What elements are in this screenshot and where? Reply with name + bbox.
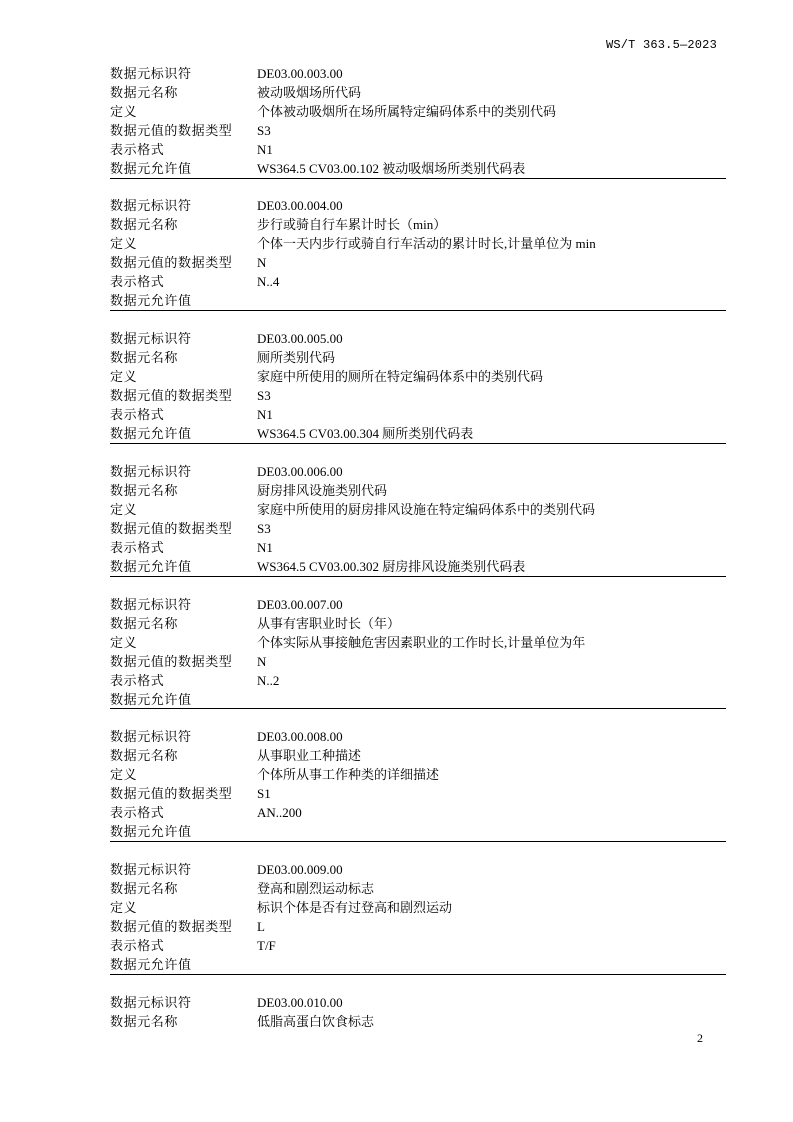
definition-label: 定义 bbox=[110, 635, 138, 650]
name-label: 数据元名称 bbox=[110, 350, 179, 365]
identifier-value: DE03.00.003.00 bbox=[257, 66, 343, 81]
name-label: 数据元名称 bbox=[110, 217, 179, 232]
data-element-entry bbox=[110, 329, 726, 443]
data-type-value: N bbox=[257, 255, 267, 270]
data-element-entry bbox=[110, 727, 726, 841]
definition-label: 定义 bbox=[110, 369, 138, 384]
format-value: N1 bbox=[257, 142, 273, 157]
name-value: 厕所类别代码 bbox=[257, 350, 336, 365]
data-element-entry bbox=[110, 64, 726, 178]
allowed-values-label: 数据元允许值 bbox=[110, 426, 192, 441]
definition-value: 个体所从事工作种类的详细描述 bbox=[257, 767, 440, 782]
identifier-value: DE03.00.007.00 bbox=[257, 597, 343, 612]
allowed-values-label: 数据元允许值 bbox=[110, 161, 192, 176]
data-type-value: S3 bbox=[257, 123, 271, 138]
name-value: 厨房排风设施类别代码 bbox=[257, 483, 388, 498]
allowed-values-value: WS364.5 CV03.00.102 被动吸烟场所类别代码表 bbox=[257, 161, 526, 176]
definition-value: 个体一天内步行或骑自行车活动的累计时长,计量单位为 min bbox=[257, 236, 596, 251]
definition-label: 定义 bbox=[110, 236, 138, 251]
allowed-values-label: 数据元允许值 bbox=[110, 559, 192, 574]
format-value: N..2 bbox=[257, 673, 280, 688]
data-element-entry bbox=[110, 462, 726, 576]
identifier-value: DE03.00.004.00 bbox=[257, 198, 343, 213]
format-value: N..4 bbox=[257, 274, 280, 289]
name-value: 被动吸烟场所代码 bbox=[257, 85, 362, 100]
allowed-values-label: 数据元允许值 bbox=[110, 293, 192, 308]
definition-value: 个体被动吸烟所在场所属特定编码体系中的类别代码 bbox=[257, 104, 557, 119]
data-element-entry bbox=[110, 595, 726, 709]
format-label: 表示格式 bbox=[110, 938, 165, 953]
name-value: 登高和剧烈运动标志 bbox=[257, 881, 375, 896]
format-label: 表示格式 bbox=[110, 142, 165, 157]
allowed-values-value bbox=[257, 822, 726, 841]
data-type-value: S3 bbox=[257, 388, 271, 403]
entry-divider bbox=[110, 974, 726, 975]
allowed-values-value bbox=[257, 955, 726, 974]
definition-label: 定义 bbox=[110, 502, 138, 517]
format-value: N1 bbox=[257, 407, 273, 422]
entry-divider bbox=[110, 310, 726, 311]
definition-label: 定义 bbox=[110, 104, 138, 119]
name-label: 数据元名称 bbox=[110, 1014, 179, 1029]
data-type-value: S1 bbox=[257, 786, 271, 801]
allowed-values-value: WS364.5 CV03.00.302 厨房排风设施类别代码表 bbox=[257, 559, 526, 574]
data-type-label: 数据元值的数据类型 bbox=[110, 919, 233, 934]
data-type-value: S3 bbox=[257, 521, 271, 536]
name-value: 从事有害职业时长（年） bbox=[257, 616, 401, 631]
entry-divider bbox=[110, 178, 726, 179]
name-label: 数据元名称 bbox=[110, 881, 179, 896]
page-number: 2 bbox=[697, 1031, 703, 1045]
identifier-value: DE03.00.008.00 bbox=[257, 729, 343, 744]
entry-divider bbox=[110, 576, 726, 577]
entry-divider bbox=[110, 708, 726, 709]
identifier-value: DE03.00.006.00 bbox=[257, 464, 343, 479]
entry-divider bbox=[110, 841, 726, 842]
name-label: 数据元名称 bbox=[110, 483, 179, 498]
data-element-entry bbox=[110, 993, 726, 1031]
data-type-label: 数据元值的数据类型 bbox=[110, 123, 233, 138]
identifier-value: DE03.00.010.00 bbox=[257, 995, 343, 1010]
identifier-label: 数据元标识符 bbox=[110, 995, 192, 1010]
data-type-label: 数据元值的数据类型 bbox=[110, 388, 233, 403]
definition-value: 家庭中所使用的厕所在特定编码体系中的类别代码 bbox=[257, 369, 544, 384]
standard-code-header: WS/T 363.5—2023 bbox=[605, 38, 717, 52]
format-value: AN..200 bbox=[257, 805, 302, 820]
name-label: 数据元名称 bbox=[110, 616, 179, 631]
name-label: 数据元名称 bbox=[110, 748, 179, 763]
definition-value: 家庭中所使用的厨房排风设施在特定编码体系中的类别代码 bbox=[257, 502, 596, 517]
data-element-entry bbox=[110, 196, 726, 310]
allowed-values-label: 数据元允许值 bbox=[110, 692, 192, 707]
identifier-label: 数据元标识符 bbox=[110, 66, 192, 81]
identifier-label: 数据元标识符 bbox=[110, 198, 192, 213]
format-label: 表示格式 bbox=[110, 407, 165, 422]
format-label: 表示格式 bbox=[110, 274, 165, 289]
name-value: 从事职业工种描述 bbox=[257, 748, 362, 763]
definition-value: 个体实际从事接触危害因素职业的工作时长,计量单位为年 bbox=[257, 635, 586, 650]
entry-divider bbox=[110, 443, 726, 444]
identifier-label: 数据元标识符 bbox=[110, 862, 192, 877]
identifier-label: 数据元标识符 bbox=[110, 729, 192, 744]
definition-label: 定义 bbox=[110, 900, 138, 915]
format-value: N1 bbox=[257, 540, 273, 555]
data-type-value: L bbox=[257, 919, 265, 934]
identifier-label: 数据元标识符 bbox=[110, 464, 192, 479]
allowed-values-label: 数据元允许值 bbox=[110, 824, 192, 839]
name-label: 数据元名称 bbox=[110, 85, 179, 100]
format-label: 表示格式 bbox=[110, 805, 165, 820]
data-type-label: 数据元值的数据类型 bbox=[110, 786, 233, 801]
name-value: 步行或骑自行车累计时长（min） bbox=[257, 217, 447, 232]
allowed-values-value: WS364.5 CV03.00.304 厕所类别代码表 bbox=[257, 426, 474, 441]
name-value: 低脂高蛋白饮食标志 bbox=[257, 1014, 375, 1029]
format-value: T/F bbox=[257, 938, 276, 953]
identifier-value: DE03.00.005.00 bbox=[257, 331, 343, 346]
format-label: 表示格式 bbox=[110, 540, 165, 555]
allowed-values-label: 数据元允许值 bbox=[110, 957, 192, 972]
data-element-entry bbox=[110, 860, 726, 974]
identifier-value: DE03.00.009.00 bbox=[257, 862, 343, 877]
allowed-values-value bbox=[257, 690, 726, 709]
data-type-label: 数据元值的数据类型 bbox=[110, 521, 233, 536]
identifier-label: 数据元标识符 bbox=[110, 597, 192, 612]
data-type-label: 数据元值的数据类型 bbox=[110, 255, 233, 270]
allowed-values-value bbox=[257, 291, 726, 310]
identifier-label: 数据元标识符 bbox=[110, 331, 192, 346]
definition-label: 定义 bbox=[110, 767, 138, 782]
format-label: 表示格式 bbox=[110, 673, 165, 688]
definition-value: 标识个体是否有过登高和剧烈运动 bbox=[257, 900, 453, 915]
data-type-value: N bbox=[257, 654, 267, 669]
data-type-label: 数据元值的数据类型 bbox=[110, 654, 233, 669]
